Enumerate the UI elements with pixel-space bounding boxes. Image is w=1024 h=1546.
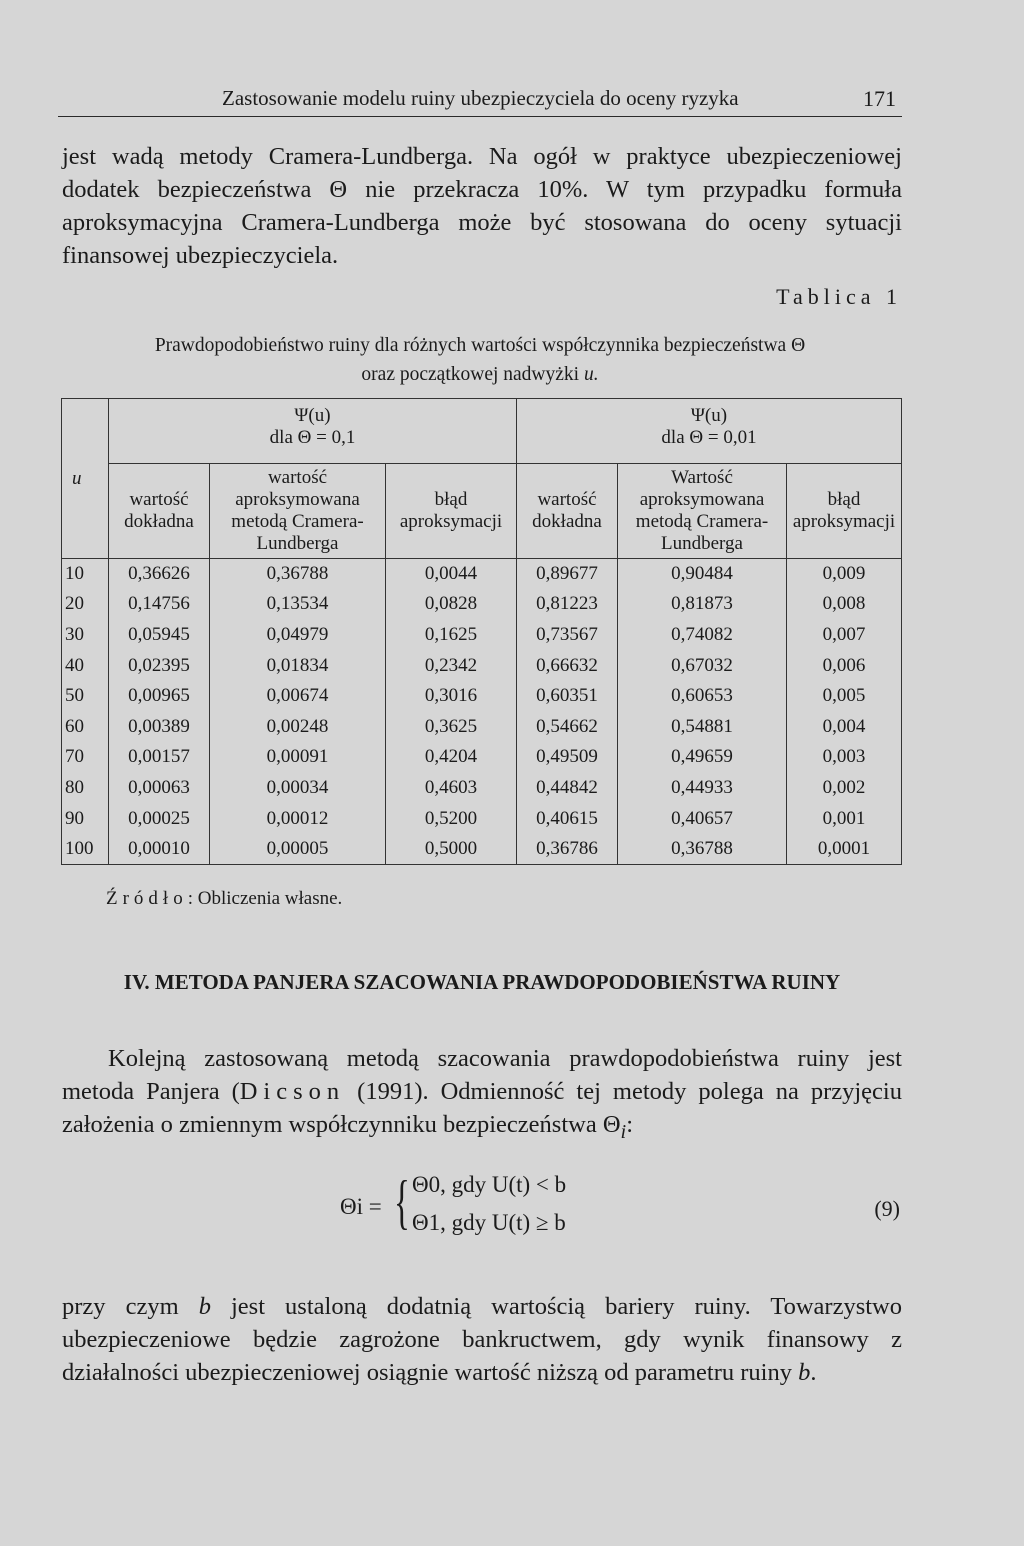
cell-exact-1: 0,00010 [109,834,210,865]
caption-line-2-text: oraz początkowej nadwyżki [361,364,584,385]
cell-approx-2: 0,36788 [618,834,787,865]
cell-approx-1: 0,00034 [210,773,386,804]
running-header [58,86,902,117]
para2-subscript: i [620,1120,627,1143]
cell-exact-1: 0,00389 [109,711,210,742]
cell-exact-1: 0,00965 [109,681,210,712]
header-u: u [62,399,109,559]
section-heading: IV. METODA PANJERA SZACOWANIA PRAWDOPODOBIEŃSTWA RUINY [123,970,841,994]
table-row [62,742,902,773]
formula-9 [340,1168,740,1248]
cell-error-2: 0,004 [787,711,902,742]
cell-error-2: 0,005 [787,681,902,712]
cell-error-1: 0,3625 [386,711,517,742]
cell-error-1: 0,0828 [386,589,517,620]
cell-error-2: 0,009 [787,559,902,590]
cell-approx-1: 0,04979 [210,620,386,651]
cell-approx-1: 0,00012 [210,803,386,834]
ruin-probability-table [61,398,902,865]
para3-middle: jest ustaloną dodatnią wartością bariery ruiny. Towarzystwo ubezpieczeniowe będzie zagrożone bankructwem, gdy wynik finansowy z działalności ubezpieczeniowej osiągnie wartość niższą od parametru ruiny [62,1293,902,1386]
cell-exact-2: 0,60351 [517,681,618,712]
table-row [62,589,902,620]
cell-u: 60 [62,711,109,742]
table-row [62,620,902,651]
cell-exact-2: 0,54662 [517,711,618,742]
cell-approx-1: 0,00091 [210,742,386,773]
para2-end: : [626,1111,634,1138]
cell-exact-2: 0,89677 [517,559,618,590]
table-row [62,834,902,865]
cell-error-1: 0,0044 [386,559,517,590]
source-label: Źródło [106,888,188,909]
caption-line-2 [60,360,900,389]
cell-approx-1: 0,00005 [210,834,386,865]
cell-approx-2: 0,40657 [618,803,787,834]
cell-error-1: 0,4204 [386,742,517,773]
cell-u: 50 [62,681,109,712]
cell-exact-2: 0,73567 [517,620,618,651]
group2-line2: dla Θ = 0,01 [661,427,757,448]
table-row [62,681,902,712]
cell-u: 100 [62,834,109,865]
cell-u: 40 [62,650,109,681]
equation-number: (9) [874,1196,900,1221]
cell-approx-1: 0,01834 [210,650,386,681]
running-title: Zastosowanie modelu ruiny ubezpieczyciela do oceny ryzyka [222,86,739,110]
cell-approx-2: 0,49659 [618,742,787,773]
cell-exact-1: 0,00157 [109,742,210,773]
header-group-theta-01 [109,399,517,464]
header-exact-2: wartość dokładna [517,464,618,559]
table-row [62,773,902,804]
para3-before: przy czym [62,1293,199,1320]
cell-exact-1: 0,05945 [109,620,210,651]
para2-after: (1991). Odmienność tej metody polega na przyjęciu założenia o zmiennym współczynniku bezpieczeństwa Θ [62,1078,902,1138]
header-exact-1: wartość dokładna [109,464,210,559]
cell-error-1: 0,3016 [386,681,517,712]
header-approx-2: Wartość aproksymowana metodą Cramera-Lundberga [618,464,787,559]
left-brace: { [394,1169,410,1235]
table-row [62,803,902,834]
cell-u: 80 [62,773,109,804]
para2-author: Dicson [239,1078,346,1105]
header-error-2: błąd aproksymacji [787,464,902,559]
cell-error-1: 0,5000 [386,834,517,865]
header-group-theta-001 [517,399,902,464]
para2-before: Kolejną zastosowaną metodą szacowania prawdopodobieństwa ruiny jest metoda Panjera ( [62,1045,902,1105]
para3-var-b2: b [798,1359,811,1386]
page-number: 171 [863,86,896,111]
cell-error-2: 0,003 [787,742,902,773]
table-caption [60,331,900,389]
table-label: Tablica 1 [776,284,902,309]
cell-exact-2: 0,66632 [517,650,618,681]
cell-approx-2: 0,67032 [618,650,787,681]
cell-exact-1: 0,00025 [109,803,210,834]
cell-error-2: 0,006 [787,650,902,681]
cell-exact-2: 0,40615 [517,803,618,834]
cell-u: 90 [62,803,109,834]
cell-exact-1: 0,00063 [109,773,210,804]
group1-line1: Ψ(u) [294,405,331,426]
paragraph-barrier [62,1290,902,1389]
table-row [62,559,902,590]
paragraph-intro: jest wadą metody Cramera-Lundberga. Na ogół w praktyce ubezpieczeniowej dodatek bezpieczeństwa Θ nie przekracza 10%. W tym przypadku formuła aproksymacyjna Cramera-Lundberga może być stosowana do oceny sytuacji finansowej ubezpieczyciela. [62,143,902,269]
cell-approx-1: 0,13534 [210,589,386,620]
cell-approx-2: 0,81873 [618,589,787,620]
cell-approx-1: 0,00674 [210,681,386,712]
header-approx-1: wartość aproksymowana metodą Cramera-Lundberga [210,464,386,559]
cell-exact-1: 0,14756 [109,589,210,620]
cell-u: 30 [62,620,109,651]
cell-approx-1: 0,00248 [210,711,386,742]
source-text: : Obliczenia własne. [187,888,343,909]
table-source [106,888,342,910]
cell-error-1: 0,4603 [386,773,517,804]
group2-line1: Ψ(u) [690,405,728,426]
caption-variable-u: u. [583,364,599,385]
para3-end: . [810,1359,817,1386]
header-error-1: błąd aproksymacji [386,464,517,559]
cell-approx-2: 0,44933 [618,773,787,804]
paragraph-panjer [62,1042,902,1149]
cell-exact-2: 0,49509 [517,742,618,773]
cell-exact-2: 0,44842 [517,773,618,804]
cell-exact-2: 0,36786 [517,834,618,865]
caption-line-1: Prawdopodobieństwo ruiny dla różnych wartości współczynnika bezpieczeństwa Θ [154,335,806,356]
cell-error-2: 0,0001 [787,834,902,865]
cell-u: 70 [62,742,109,773]
cell-approx-2: 0,74082 [618,620,787,651]
formula-lhs: Θi = [340,1194,382,1219]
cell-u: 20 [62,589,109,620]
cell-error-2: 0,007 [787,620,902,651]
cell-exact-1: 0,02395 [109,650,210,681]
cell-approx-2: 0,60653 [618,681,787,712]
formula-case-1: Θ0, gdy U(t) < b [412,1172,567,1197]
group1-line2: dla Θ = 0,1 [269,427,356,448]
cell-error-2: 0,002 [787,773,902,804]
table-row [62,650,902,681]
cell-error-1: 0,5200 [386,803,517,834]
table-body [62,559,902,865]
cell-approx-2: 0,54881 [618,711,787,742]
cell-exact-1: 0,36626 [109,559,210,590]
cell-u: 10 [62,559,109,590]
cell-error-1: 0,1625 [386,620,517,651]
para3-var-b1: b [198,1293,211,1320]
cell-error-1: 0,2342 [386,650,517,681]
formula-case-2: Θ1, gdy U(t) ≥ b [412,1210,566,1235]
cell-approx-1: 0,36788 [210,559,386,590]
cell-error-2: 0,001 [787,803,902,834]
cell-error-2: 0,008 [787,589,902,620]
table-row [62,711,902,742]
cell-approx-2: 0,90484 [618,559,787,590]
cell-exact-2: 0,81223 [517,589,618,620]
